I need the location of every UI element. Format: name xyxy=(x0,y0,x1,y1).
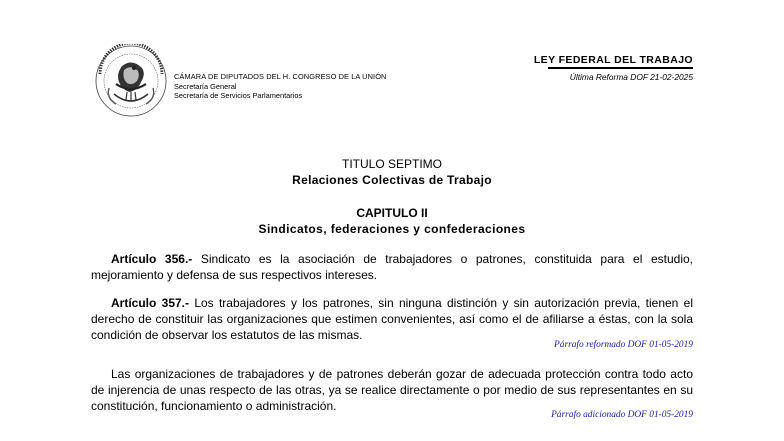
article-label: Artículo 356.- xyxy=(111,252,193,266)
last-reform: Última Reforma DOF 21-02-2025 xyxy=(569,72,693,82)
law-title: LEY FEDERAL DEL TRABAJO xyxy=(533,54,693,66)
article-356 xyxy=(91,251,693,283)
chapter-name: Sindicatos, federaciones y confederaciones xyxy=(258,222,526,236)
title-heading: TITULO SEPTIMO xyxy=(341,157,442,171)
general-secretariat: Secretaría General xyxy=(174,81,237,91)
article-text: Los trabajadores y los patrones, sin ninguna distinción y sin autorización previa, tienen el derecho de constituir las organizaciones que estimen convenientes, así como el de afiliarse a éstas, con la sola condición de observar los estatutos de las mismas. xyxy=(91,296,693,342)
title-subheading: Relaciones Colectivas de Trabajo xyxy=(292,173,492,187)
reform-note: Párrafo reformado DOF 01-05-2019 xyxy=(554,340,693,350)
law-header xyxy=(533,54,693,82)
article-label: Artículo 357.- xyxy=(111,296,189,310)
chapter-heading: CAPITULO II xyxy=(356,206,428,220)
paragraph-injerencia xyxy=(91,366,693,414)
article-357 xyxy=(91,295,693,343)
paragraph-text: Las organizaciones de trabajadores y de patrones deberán gozar de adecuada protección contra todo acto de injerencia de unas respecto de las otras, ya se realice directamente o por medio de sus representantes en su constitución, funcionamiento o administración. xyxy=(91,367,693,413)
header-rule xyxy=(548,67,693,69)
addition-note: Párrafo adicionado DOF 01-05-2019 xyxy=(551,410,693,420)
mexico-coat-of-arms-seal xyxy=(94,44,168,118)
article-text: Sindicato es la asociación de trabajadores o patrones, constituida para el estudio, mejoramiento y defensa de sus respectivos intereses. xyxy=(91,252,693,282)
chamber-name: CÁMARA DE DIPUTADOS DEL H. CONGRESO DE LA UNIÓN xyxy=(174,72,387,81)
parliamentary-services: Secretaría de Servicios Parlamentarios xyxy=(174,91,303,101)
organization-block xyxy=(174,72,387,101)
